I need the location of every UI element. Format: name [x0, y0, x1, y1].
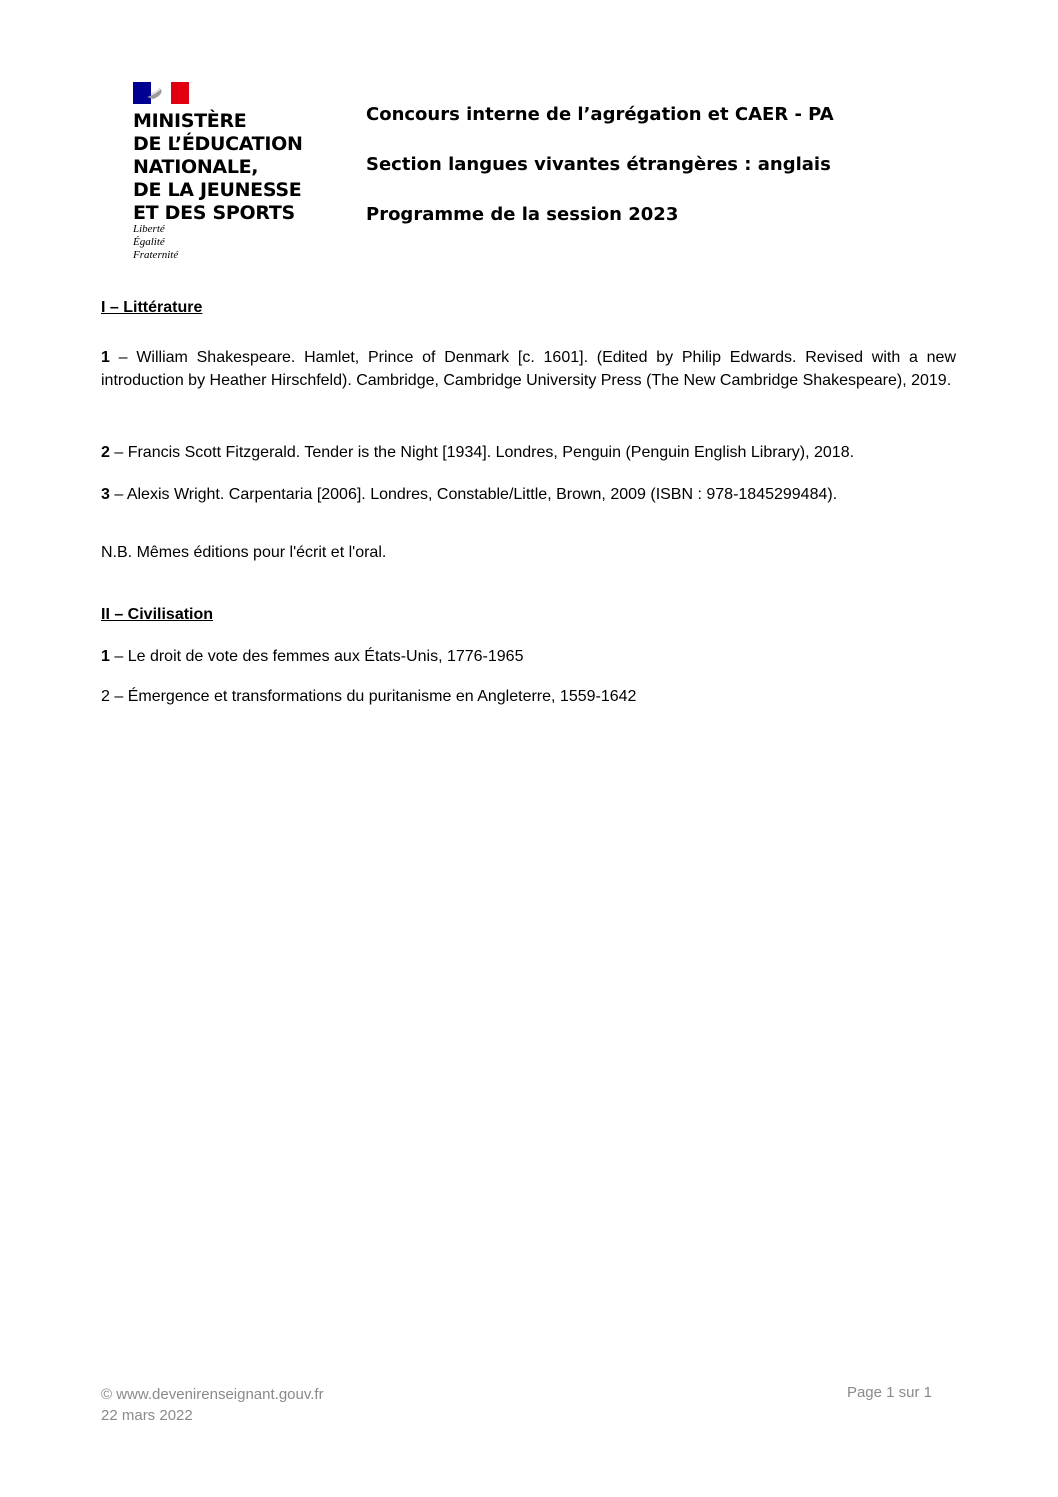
civilisation-item: [101, 648, 523, 666]
program-title: Programme de la session 2023: [366, 204, 679, 225]
item-number: 2: [101, 444, 110, 461]
ministry-line: DE L’ÉDUCATION: [133, 133, 303, 155]
republic-motto: [133, 223, 178, 262]
literature-item: [101, 346, 956, 392]
item-text: 2 – Émergence et transformations du puritanisme en Angleterre, 1559-1642: [101, 688, 637, 705]
item-text: – Francis Scott Fitzgerald. Tender is the Night [1934]. Londres, Penguin (Penguin English Library), 2018.: [109, 444, 855, 461]
footer-left: [101, 1384, 324, 1426]
literature-item: [101, 441, 956, 464]
editions-note: N.B. Mêmes éditions pour l'écrit et l'oral.: [101, 544, 387, 561]
ministry-line: ET DES SPORTS: [133, 202, 295, 224]
motto-line: Liberté: [133, 223, 165, 235]
item-text: – Alexis Wright. Carpentaria [2006]. Londres, Constable/Little, Brown, 2009 (ISBN : 978-1845299484).: [109, 486, 838, 503]
ministry-line: NATIONALE,: [133, 156, 259, 178]
civilisation-heading: II – Civilisation: [101, 606, 214, 623]
literature-heading: I – Littérature: [101, 299, 203, 316]
ministry-name: [133, 110, 303, 225]
item-text: – William Shakespeare. Hamlet, Prince of Denmark [c. 1601]. (Edited by Philip Edwards. Revised with a new introduction by Heather Hirschfeld). Cambridge, Cambridge University Press (The New Cambridge Shakespeare), 2019.: [101, 349, 956, 389]
section-title: Section langues vivantes étrangères : anglais: [366, 154, 831, 175]
page-number: Page 1 sur 1: [846, 1384, 932, 1401]
item-number: 1: [101, 349, 110, 366]
literature-item: [101, 483, 956, 506]
motto-line: Égalité: [133, 236, 165, 248]
footer-site: © www.devenirenseignant.gouv.fr: [101, 1386, 324, 1403]
motto-line: Fraternité: [133, 249, 179, 261]
ministry-line: MINISTÈRE: [133, 110, 247, 132]
item-number: 1: [101, 648, 110, 665]
competition-title: Concours interne de l’agrégation et CAER - PA: [366, 104, 834, 125]
civilisation-item: [101, 688, 636, 706]
footer-date: 22 mars 2022: [101, 1407, 193, 1424]
ministry-line: DE LA JEUNESSE: [133, 179, 302, 201]
item-number: 3: [101, 486, 110, 503]
marianne-icon: [145, 85, 175, 101]
item-text: – Le droit de vote des femmes aux États-Unis, 1776-1965: [109, 648, 524, 665]
republic-flag-icon: [133, 82, 189, 104]
